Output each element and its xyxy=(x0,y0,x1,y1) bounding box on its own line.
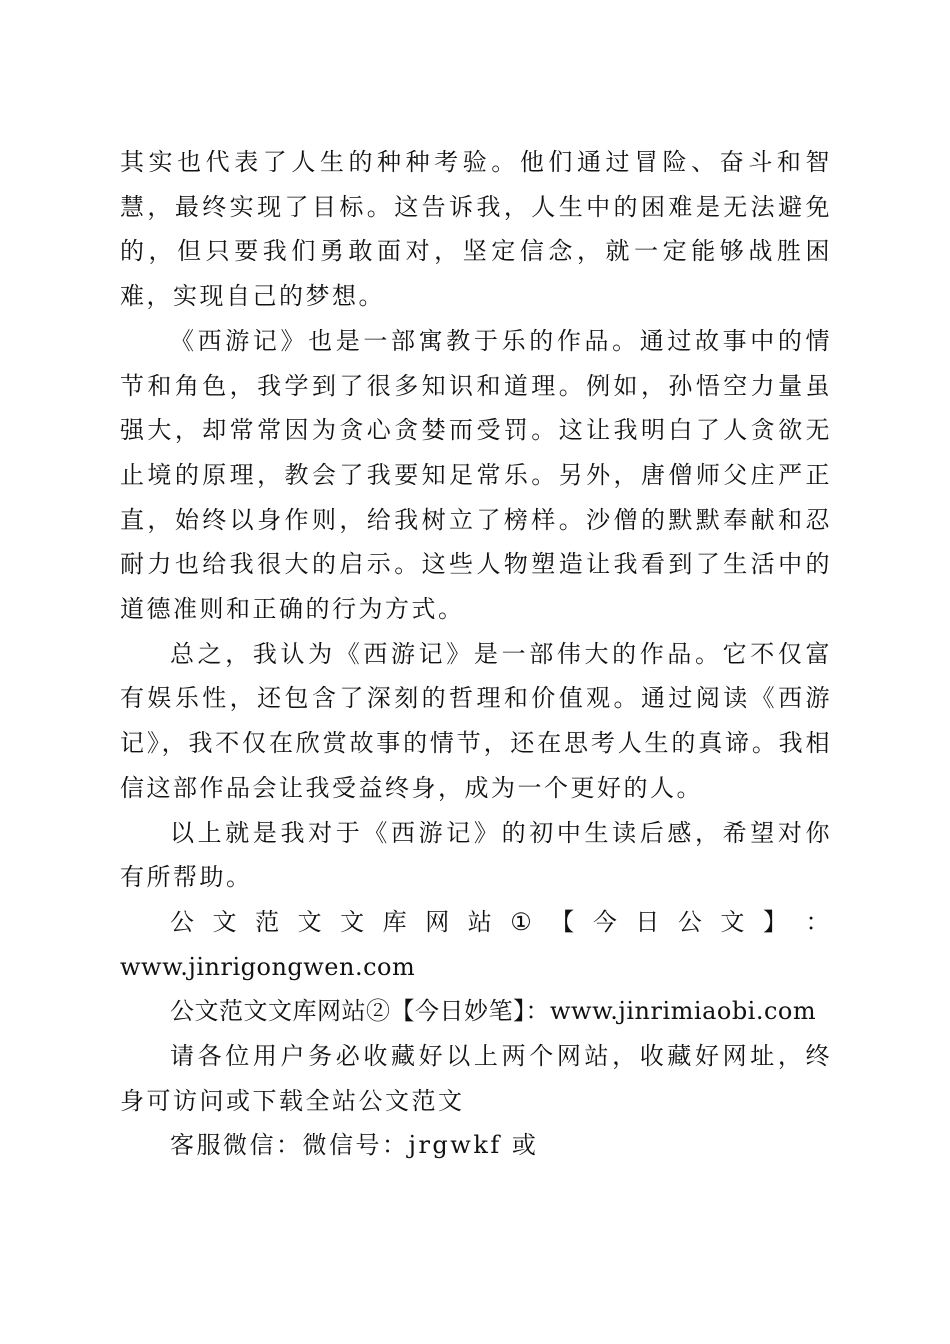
site1-char: 文 xyxy=(340,907,367,936)
paragraph-3: 总之，我认为《西游记》是一部伟大的作品。它不仅富有娱乐性，还包含了深刻的哲理和价值观。通过阅读《西游记》，我不仅在欣赏故事的情节，还在思考人生的真谛。我相信这部作品会让我受益终身，成为一个更好的人。 xyxy=(120,639,832,802)
site1-char: 文 xyxy=(720,907,747,936)
site1-url[interactable]: www.jinrigongwen.com xyxy=(120,952,416,981)
site1-char: 范 xyxy=(255,907,282,936)
bookmark-notice: 请各位用户务必收藏好以上两个网站，收藏好网址，终身可访问或下载全站公文范文 xyxy=(120,1042,832,1115)
site1-char: ： xyxy=(805,907,832,936)
site1-label xyxy=(120,900,832,945)
document-body xyxy=(120,140,832,1168)
site1-char: 文 xyxy=(297,907,325,936)
paragraph-1: 其实也代表了人生的种种考验。他们通过冒险、奋斗和智慧，最终实现了目标。这告诉我，人生中的困难是无法避免的，但只要我们勇敢面对，坚定信念，就一定能够战胜困难，实现自己的梦想。 xyxy=(120,148,832,311)
site1-char: 日 xyxy=(635,907,662,936)
site2-line[interactable]: 公文范文文库网站②【今日妙笔】：www.jinrimiaobi.com xyxy=(170,997,817,1026)
site1-char: 【 xyxy=(550,907,577,936)
site1-block xyxy=(120,900,832,989)
site1-char: 】 xyxy=(762,907,790,936)
paragraph-4: 以上就是我对于《西游记》的初中生读后感，希望对你有所帮助。 xyxy=(120,818,832,892)
paragraph-2: 《西游记》也是一部寓教于乐的作品。通过故事中的情节和角色，我学到了很多知识和道理。例如，孙悟空力量虽强大，却常常因为贪心贪婪而受罚。这让我明白了人贪欲无止境的原理，教会了我要知足常乐。另外，唐僧师父庄严正直，始终以身作则，给我树立了榜样。沙僧的默默奉献和忍耐力也给我很大的启示。这些人物塑造让我看到了生活中的道德准则和正确的行为方式。 xyxy=(120,326,832,624)
wechat-contact: 客服微信：微信号：jrgwkf 或 xyxy=(170,1131,539,1160)
site1-char: 文 xyxy=(212,907,240,936)
site1-char: 站 xyxy=(467,907,495,936)
site1-char: 库 xyxy=(382,907,410,936)
site1-char: 公 xyxy=(677,907,705,936)
site1-char: ① xyxy=(510,907,535,936)
site1-char: 网 xyxy=(425,907,452,936)
site1-char: 公 xyxy=(170,907,197,936)
site1-char: 今 xyxy=(592,907,620,936)
